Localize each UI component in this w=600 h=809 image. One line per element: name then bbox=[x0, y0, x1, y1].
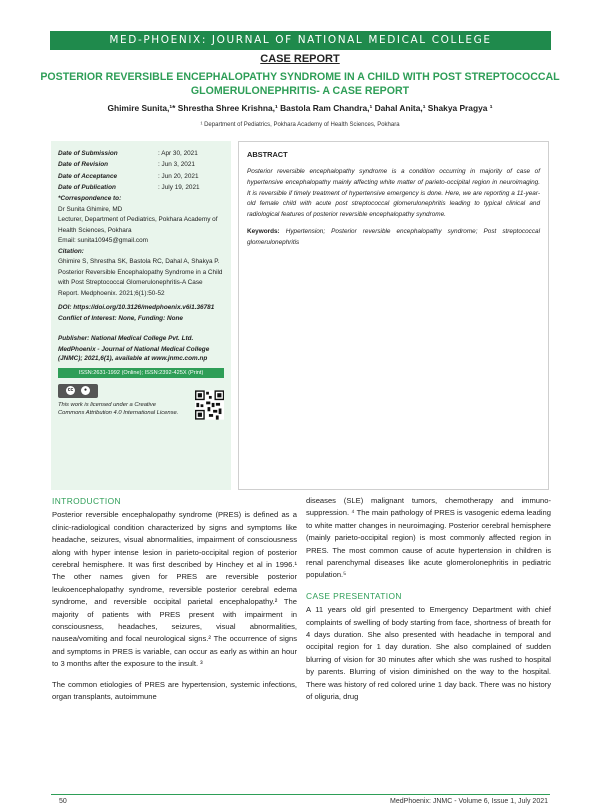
citation-text: Ghimire S, Shrestha SK, Bastola RC, Dahal A, Shakya P. Posterior Reversible Encephalopathy Syndrome in a Child with Post Streptococcal Glomerulonephritis-A Case Report. Medphoenix. 2021;6(1):50-52 bbox=[58, 258, 223, 297]
report-type: CASE REPORT bbox=[260, 53, 340, 65]
publisher-journal: MedPhoenix - Journal of National Medical College (JNMC); 2021,6(1), available at www.jnmc.com.np bbox=[58, 345, 210, 362]
body-column-right bbox=[306, 495, 551, 712]
date-label: Date of Submission bbox=[58, 149, 118, 157]
introduction-paragraph: The common etiologies of PRES are hypertension, systemic infections, organ transplants, autoimmune bbox=[52, 679, 297, 702]
footer-journal-issue: MedPhoenix: JNMC - Volume 6, Issue 1, July 2021 bbox=[390, 798, 548, 805]
case-presentation-heading: CASE PRESENTATION bbox=[306, 590, 402, 601]
keywords-text: Hypertension; Posterior reversible encephalopathy syndrome; Post streptococcal glomerulonephritis bbox=[247, 227, 540, 246]
date-row-publication bbox=[58, 183, 224, 195]
body-column-left bbox=[52, 495, 297, 712]
date-row-revision bbox=[58, 160, 224, 172]
conflict-statement: Conflict of Interest: None, Funding: None bbox=[58, 314, 183, 322]
person-icon: ● bbox=[81, 386, 90, 395]
license-row bbox=[58, 384, 224, 420]
case-paragraph: A 11 years old girl presented to Emergency Department with chief complaints of swelling of body starting from face, shortness of breath for 4 days duration. She also presented with headache in temporal and occipital region for 1 day duration. She also complained of sudden blurring of vision for 30 minutes after which she was rushed to hospital by parents. Blurring of vision diminished on the way to the hospital. There was history of red colored urine 1 day back. There was no history of oliguria, drug bbox=[306, 605, 551, 702]
article-title: POSTERIOR REVERSIBLE ENCEPHALOPATHY SYNDROME IN A CHILD WITH POST STREPTOCOCCAL GLOMERULONEPHRITIS- A CASE REPORT bbox=[40, 71, 560, 97]
correspondence-name: Dr Sunita Ghimire, MD bbox=[58, 205, 123, 213]
introduction-paragraph: Posterior reversible encephalopathy syndrome (PRES) is defined as a clinic-radiological condition characterized by signs and symptoms like headache, seizures, visual abnormalities, impairment of consciousness along with hyper intense lesion in parieto-occipital region of posterior cerebral hemisphere. It was first described by Hinchey et al in 1996.¹ The other names given for PRES are reversible posterior leukoencephalopathy syndrome, reversible posterior cerebral edema syndrome, and reversible occipital parietal encephalopathy.² The majority of patients with PRES present with impairment in consciousness, headaches, seizures, visual abnormalities, nausea/vomiting and focal neurological signs.² The occurrence of signs and symptoms in PRES is variable, can occur as early as within an hour to 3 months after the exposure to the insult. ³ bbox=[52, 510, 297, 669]
date-value: : Jun 20, 2021 bbox=[158, 172, 199, 180]
date-row-acceptance bbox=[58, 171, 224, 183]
publisher: Publisher: National Medical College Pvt. Ltd. bbox=[58, 335, 194, 342]
page-footer bbox=[51, 794, 550, 809]
abstract-text: Posterior reversible encephalopathy syndrome is a condition occurring in majority of case of hypertensive encephalopathy mainly affecting white matter of parieto-occipital region in neuroimaging. It is reversible if timely treatment of hypertensive emergency is done. Here, we are reporting a 11-year-old female child with acute post streptococcal glomerulonephritis leading to typical clinical and radiological features of posterior reversible encephalopathy syndrome. bbox=[247, 168, 540, 219]
date-value: : Jun 3, 2021 bbox=[158, 161, 195, 168]
qr-code-icon bbox=[195, 390, 224, 420]
date-label: Date of Revision bbox=[58, 161, 109, 168]
keywords-label: Keywords: bbox=[247, 227, 280, 235]
introduction-heading: INTRODUCTION bbox=[52, 496, 122, 506]
license-text: This work is licensed under a Creative Commons Attribution 4.0 International License. bbox=[58, 401, 179, 416]
correspondence-affiliation: Lecturer, Department of Pediatrics, Pokhara Academy of Health Sciences, Pokhara bbox=[58, 216, 218, 234]
author-list: Ghimire Sunita,¹* Shrestha Shree Krishna,¹ Bastola Ram Chandra,¹ Dahal Anita,¹ Shakya Pragya ¹ bbox=[107, 103, 493, 113]
date-value: : July 19, 2021 bbox=[158, 184, 200, 191]
date-label: Date of Acceptance bbox=[58, 172, 118, 180]
cc-icon: cc bbox=[67, 387, 74, 393]
date-label: Date of Publication bbox=[58, 184, 116, 191]
article-info-box bbox=[51, 141, 231, 490]
doi-link[interactable]: DOI: https://doi.org/10.3126/medphoenix.v6i1.36781 bbox=[58, 304, 215, 311]
page-number: 50 bbox=[59, 798, 67, 805]
introduction-paragraph: diseases (SLE) malignant tumors, chemotherapy and immuno-suppression. ⁴ The main pathology of PRES is vasogenic edema leading to white matter changes in neuroimaging. Posterior cerebral hemisphere (mainly parieto-occipital region) is most commonly affected region in PRES. The most common cause of acute hypertension in children is renal parenchymal diseases like acute glomerolonephritis in pediatric population.⁵ bbox=[306, 496, 551, 580]
correspondence-email[interactable]: Email: sunita10945@gmail.com bbox=[58, 237, 148, 244]
date-value: : Apr 30, 2021 bbox=[158, 149, 198, 157]
affiliation: ¹ Department of Pediatrics, Pokhara Academy of Health Sciences, Pokhara bbox=[200, 122, 400, 128]
date-row-submission bbox=[58, 148, 224, 160]
correspondence-heading: *Correspondence to: bbox=[58, 195, 122, 202]
cc-by-badge[interactable] bbox=[58, 384, 98, 398]
abstract-heading: ABSTRACT bbox=[247, 150, 288, 159]
keywords bbox=[247, 227, 540, 249]
abstract-box bbox=[238, 141, 549, 490]
journal-banner: MED-PHOENIX: JOURNAL OF NATIONAL MEDICAL COLLEGE bbox=[50, 31, 551, 50]
citation-heading: Citation: bbox=[58, 247, 84, 255]
issn-banner: ISSN:2631-1992 (Online); ISSN:2392-425X (Print) bbox=[58, 368, 224, 378]
